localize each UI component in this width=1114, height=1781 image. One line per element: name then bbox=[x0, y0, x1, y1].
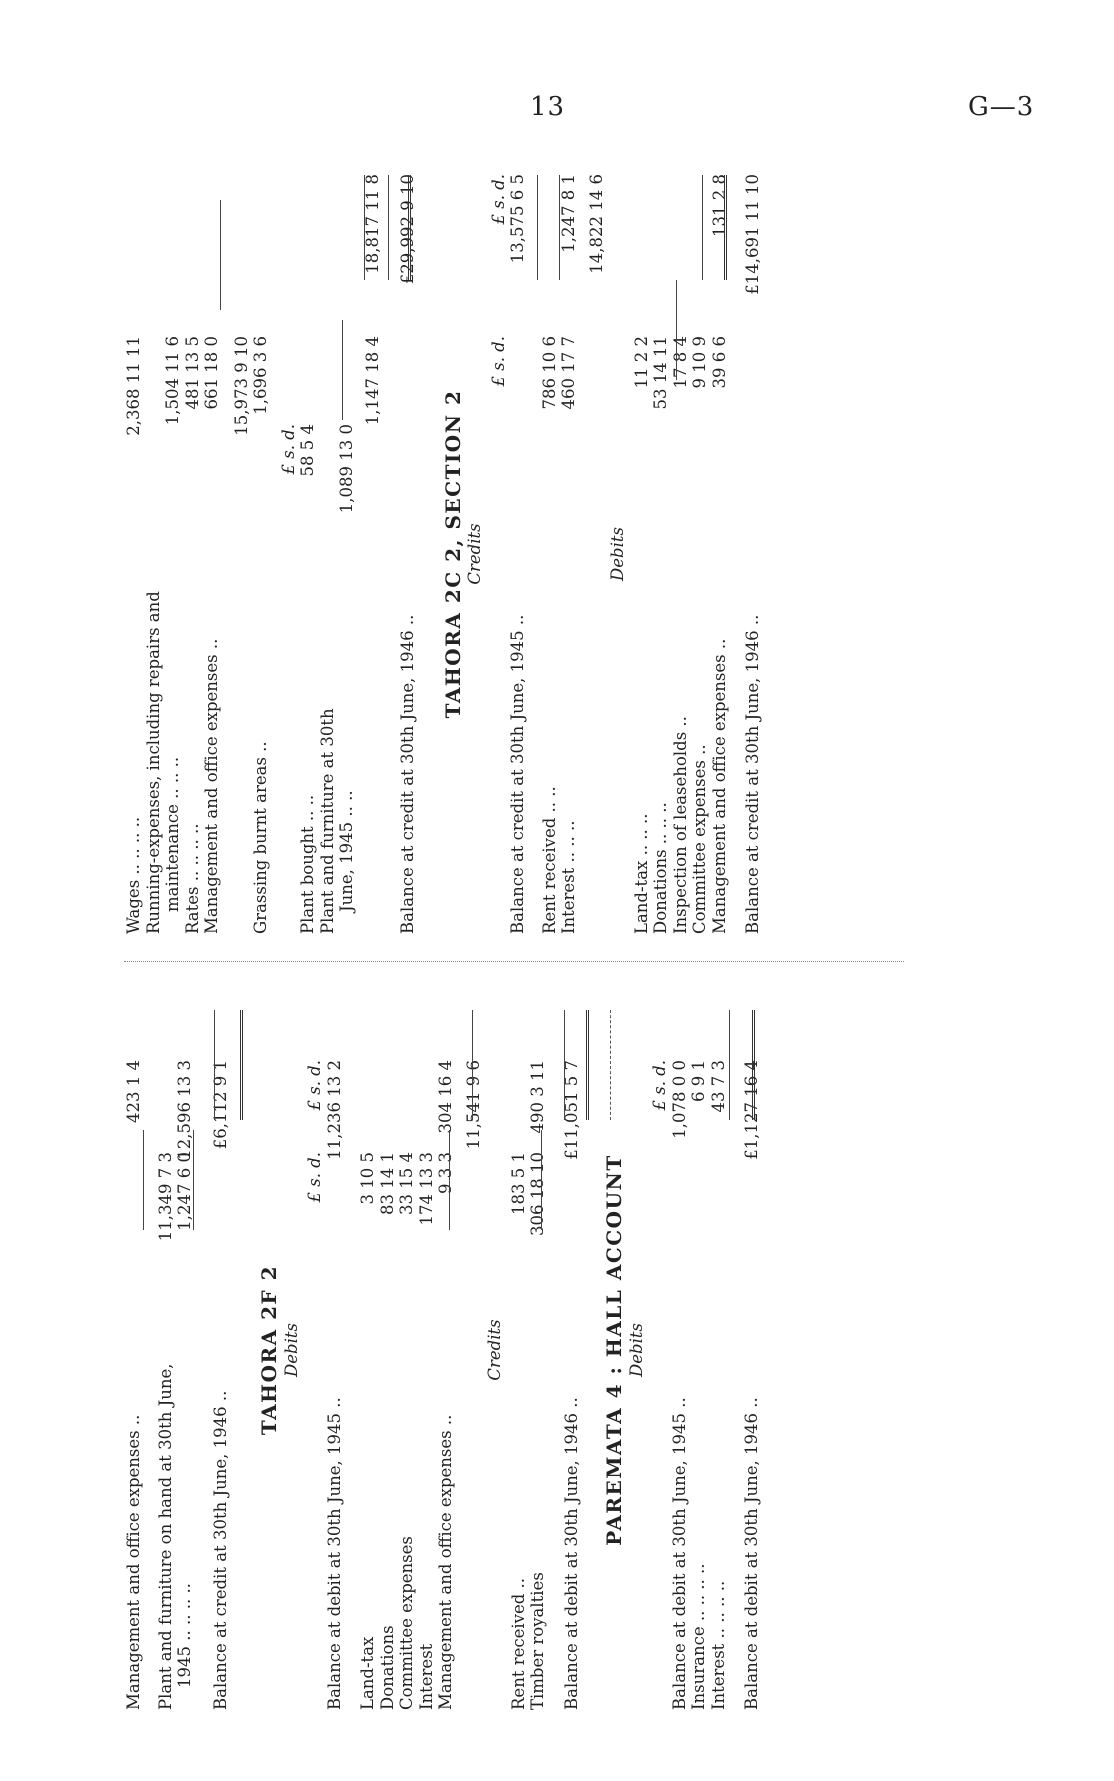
currency-header: £ s. d. £ s. d. bbox=[305, 1060, 325, 1203]
total-double-rule bbox=[586, 1010, 589, 1120]
total-rule bbox=[388, 175, 389, 280]
statement-row: Rent received .. .. 786 10 6 bbox=[539, 336, 559, 934]
statement-row: Timber royalties 306 18 10 490 3 11 bbox=[528, 1060, 548, 1710]
balance-row: Balance at credit at 30th June, 1946 .. £6,112 9 1 bbox=[210, 1060, 230, 1710]
sum-rule bbox=[676, 280, 677, 380]
sum-rule bbox=[449, 1130, 450, 1230]
statement-row: Land-tax .. .. .. 11 2 2 bbox=[631, 336, 651, 934]
statement-row: 1945 .. .. .. .. 1,247 6 0 12,596 13 3 bbox=[175, 1060, 194, 1688]
total-rule bbox=[702, 175, 703, 280]
statement-row: Rates .. .. .. .. 481 13 5 bbox=[182, 336, 202, 934]
total-rule bbox=[472, 1010, 473, 1120]
balance-row: Balance at credit at 30th June, 1946 .. £14,691 11 10 bbox=[743, 174, 763, 934]
subtotal-row: 1,147 18 4 18,817 11 8 bbox=[362, 174, 382, 426]
balance-row: Balance at debit at 30th June, 1946 .. £1,127 16 4 bbox=[742, 1060, 762, 1710]
statement-row: Land-tax 3 10 5 bbox=[358, 1152, 378, 1710]
balance-row: Balance at credit at 30th June, 1946 .. £29,992 9 10 bbox=[398, 174, 417, 934]
total-rule bbox=[364, 175, 365, 280]
statement-row: Rent received .. 183 5 1 bbox=[508, 1152, 528, 1710]
total-rule bbox=[729, 1010, 730, 1120]
subtotal-row: 14,822 14 6 bbox=[586, 174, 606, 274]
statement-row: Balance at debit at 30th June, 1945 .. 11,236 13 2 bbox=[324, 1060, 344, 1710]
statement-row: Management and office expenses .. 39 6 6 131 2 8 bbox=[709, 174, 729, 934]
statement-row: Plant bought .. .. 58 5 4 bbox=[298, 424, 317, 934]
sum-rule bbox=[537, 175, 538, 280]
section-subtitle: Debits bbox=[626, 1323, 646, 1377]
statement-row: Insurance .. .. .. .. 6 9 1 bbox=[689, 1060, 709, 1710]
total-double-rule bbox=[408, 175, 411, 280]
total-rule bbox=[564, 1010, 565, 1120]
statement-row: Management and office expenses .. 9 3 3 304 16 4 bbox=[436, 1060, 456, 1710]
statement-row: Inspection of leaseholds .. 17 8 4 bbox=[670, 336, 690, 934]
rotated-accounts-page bbox=[124, 170, 974, 1710]
statement-row: Balance at debit at 30th June, 1945 .. 1,078 0 0 bbox=[669, 1060, 689, 1710]
total-double-rule bbox=[752, 1010, 755, 1120]
statement-row: Donations 83 14 1 bbox=[377, 1152, 397, 1710]
currency-header: £ s. d. £ s. d. bbox=[488, 174, 508, 387]
section-separator bbox=[610, 1010, 611, 1120]
statement-row: Donations .. .. .. 53 14 11 bbox=[651, 336, 671, 934]
total-rule bbox=[214, 1010, 215, 1120]
section-subtitle: Debits bbox=[281, 1323, 301, 1377]
statement-row: June, 1945 .. .. 1,089 13 0 bbox=[337, 424, 356, 912]
document-reference: G—3 bbox=[968, 92, 1035, 122]
subtotal-row: 15,973 9 10 bbox=[231, 336, 251, 436]
statement-row: Balance at credit at 30th June, 1945 .. 13,575 6 5 bbox=[508, 174, 528, 934]
section-title: PAREMATA 4 : HALL ACCOUNT bbox=[602, 1154, 627, 1546]
statement-row: Interest 174 13 3 bbox=[416, 1152, 436, 1710]
section-title: TAHORA 2F 2 bbox=[257, 1264, 281, 1436]
statement-row: Committee expenses .. 9 10 9 bbox=[690, 336, 710, 934]
sum-rule bbox=[143, 1130, 144, 1230]
column-divider bbox=[124, 961, 904, 962]
statement-row: Grassing burnt areas .. 1,696 3 6 bbox=[251, 336, 270, 934]
section-subtitle: Credits bbox=[485, 1319, 505, 1381]
sum-rule bbox=[541, 1130, 542, 1230]
statement-row: maintenance .. .. .. 1,504 11 6 bbox=[163, 336, 182, 912]
left-column bbox=[124, 990, 762, 1710]
statement-row: Interest .. .. .. .. 43 7 3 bbox=[708, 1060, 728, 1710]
total-rule bbox=[559, 175, 560, 280]
statement-row: Running-expenses, including repairs and bbox=[143, 591, 163, 934]
currency-header: £ s. d. bbox=[650, 1060, 670, 1111]
page-number: 13 bbox=[530, 92, 566, 122]
subtotal-row: 11,541 9 6 bbox=[463, 1060, 483, 1150]
statement-row: Wages .. .. .. .. 2,368 11 11 bbox=[124, 336, 143, 934]
sum-rule bbox=[220, 200, 221, 310]
statement-row: Plant and furniture on hand at 30th June, 11,349 7 3 bbox=[155, 1152, 175, 1710]
statement-row: Management and office expenses .. 423 1 4 bbox=[124, 1060, 143, 1710]
section-subtitle: Credits bbox=[465, 523, 485, 585]
statement-row: Management and office expenses .. 661 18 0 bbox=[202, 336, 221, 934]
total-double-rule bbox=[240, 1010, 243, 1120]
sum-rule bbox=[193, 1130, 194, 1230]
currency-header: £ s. d. bbox=[278, 424, 298, 475]
total-double-rule bbox=[724, 175, 727, 280]
section-subtitle: Debits bbox=[608, 527, 628, 581]
balance-row: Balance at debit at 30th June, 1946 .. £11,051 5 7 bbox=[561, 1060, 581, 1710]
sum-rule bbox=[342, 320, 343, 420]
statement-row: Plant and furniture at 30th bbox=[317, 708, 337, 934]
statement-row: Committee expenses 33 15 4 bbox=[397, 1152, 417, 1710]
section-title: TAHORA 2C 2, SECTION 2 bbox=[440, 389, 465, 719]
statement-row: Interest .. .. .. 460 17 7 1,247 8 1 bbox=[559, 174, 579, 934]
